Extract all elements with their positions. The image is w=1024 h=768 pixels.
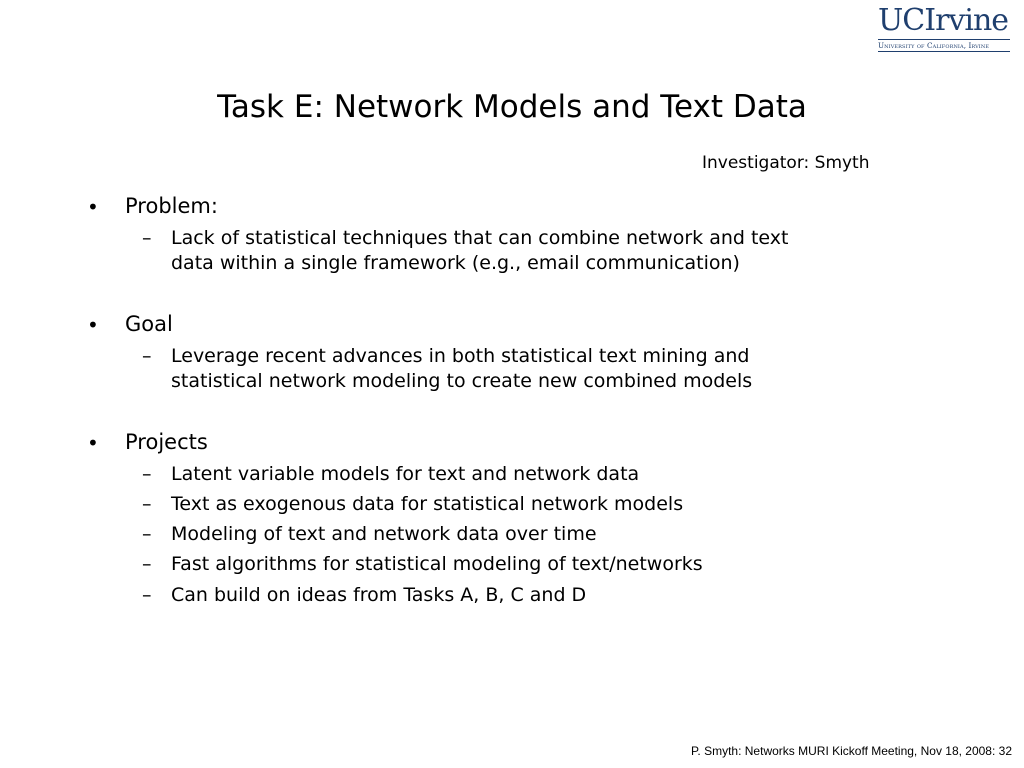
project-item: Text as exogenous data for statistical network models [171, 493, 684, 515]
dash-icon: – [142, 584, 152, 606]
slide-footer: P. Smyth: Networks MURI Kickoff Meeting, Nov 18, 2008: 32 [690, 744, 1012, 758]
section-heading-problem: Problem: [125, 194, 218, 218]
logo-subtitle: University of California, Irvine [878, 41, 990, 50]
dash-icon: – [142, 463, 152, 485]
goal-item-line-2: statistical network modeling to create new combined models [171, 370, 753, 392]
dash-icon: – [142, 345, 152, 367]
dash-icon: – [142, 227, 152, 249]
dash-icon: – [142, 493, 152, 515]
dash-icon: – [142, 553, 152, 575]
project-item: Can build on ideas from Tasks A, B, C and D [171, 584, 587, 606]
logo-divider [878, 39, 1010, 40]
section-heading-projects: Projects [125, 430, 208, 454]
problem-item-line-2: data within a single framework (e.g., email communication) [171, 252, 740, 274]
dash-icon: – [142, 523, 152, 545]
uc-irvine-logo [878, 4, 1012, 54]
bullet-icon: • [87, 195, 99, 219]
project-item: Latent variable models for text and network data [171, 463, 640, 485]
section-heading-goal: Goal [125, 312, 173, 336]
logo-wordmark: UCIrvine [878, 3, 1009, 38]
slide-title: Task E: Network Models and Text Data [217, 89, 807, 125]
goal-item-line-1: Leverage recent advances in both statistical text mining and [171, 345, 750, 367]
project-item: Fast algorithms for statistical modeling of text/networks [171, 553, 703, 575]
problem-item-line-1: Lack of statistical techniques that can combine network and text [171, 227, 789, 249]
bullet-icon: • [87, 313, 99, 337]
investigator-label: Investigator: Smyth [702, 153, 870, 173]
bullet-icon: • [87, 431, 99, 455]
logo-divider-bottom [878, 51, 1010, 52]
project-item: Modeling of text and network data over time [171, 523, 597, 545]
